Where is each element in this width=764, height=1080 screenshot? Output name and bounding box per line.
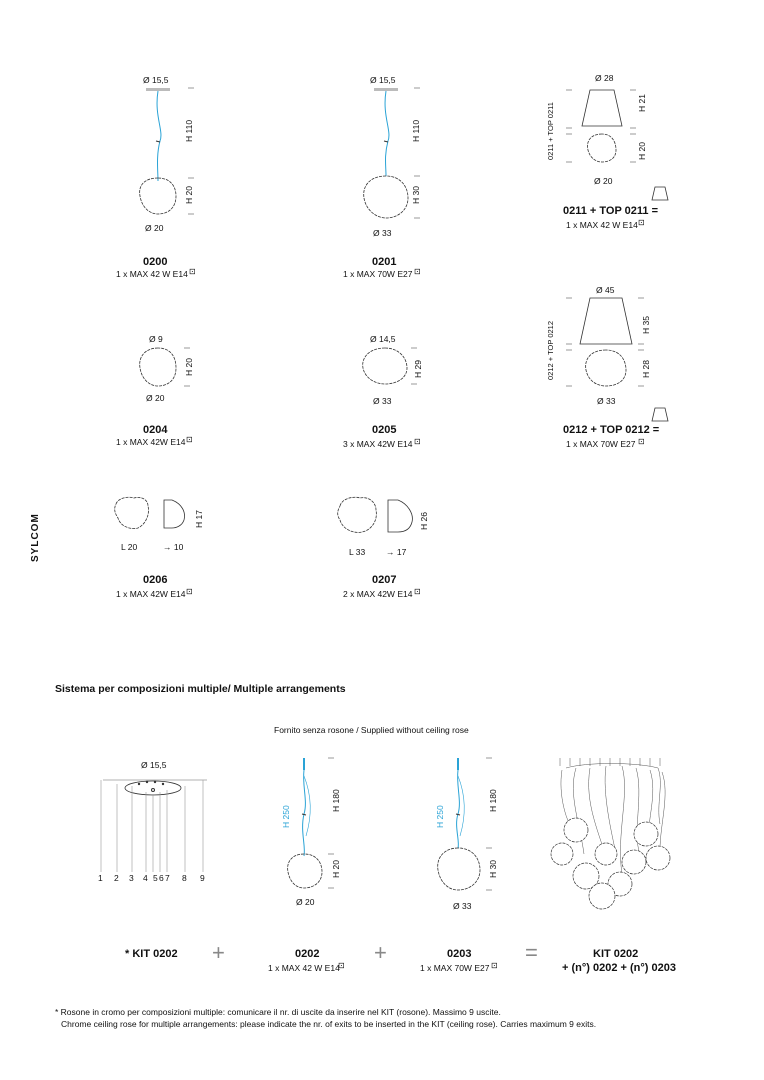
spec-0212: 1 x MAX 70W E27 (566, 439, 636, 449)
dim-dia-0205: Ø 33 (373, 396, 392, 406)
dim-top-0204: Ø 9 (149, 334, 163, 344)
exit-number: 4 (143, 873, 148, 883)
class-icon: ⊡ (338, 961, 345, 970)
dim-dia-0204: Ø 20 (146, 393, 165, 403)
class-icon: ⊡ (189, 267, 196, 276)
class-icon: ⊡ (638, 218, 645, 227)
exit-number: 9 (200, 873, 205, 883)
code-0206: 0206 (143, 574, 168, 586)
dim-h1-0206: H 17 (194, 510, 204, 528)
top-shade-icon (651, 407, 671, 425)
class-icon: ⊡ (638, 437, 645, 446)
section-title: Sistema per composizioni multiple/ Multiple arrangements (55, 683, 346, 695)
item-0202-code: 0202 (295, 948, 320, 960)
kit-0202-h1: H 180 (331, 789, 341, 812)
side-label-0211: 0211 + TOP 0211 (546, 102, 555, 160)
item-0203-code: 0203 (447, 948, 472, 960)
dim-h1-0212: H 35 (641, 316, 651, 334)
exit-number: 3 (129, 873, 134, 883)
footnote-line1: * Rosone in cromo per composizioni multiple: comunicare il nr. di uscite da inserire nel KIT (rosone). Massimo 9 uscite. (55, 1007, 501, 1017)
dim-h2-0212: H 28 (641, 360, 651, 378)
spec-0207: 2 x MAX 42W E14 (343, 589, 413, 599)
class-icon: ⊡ (414, 267, 421, 276)
exit-number: 6 (159, 873, 164, 883)
rose-drawing (95, 772, 215, 882)
exit-number: 8 (182, 873, 187, 883)
exit-number: 7 (165, 873, 170, 883)
footnote-line2: Chrome ceiling rose for multiple arrangements: please indicate the nr. of exits to be inserted in the KIT (ceiling rose). Carries maximum 9 exits. (61, 1019, 597, 1029)
item-0203-spec: 1 x MAX 70W E27 (420, 963, 490, 973)
dim-h2-0200: H 20 (184, 186, 194, 204)
dim-h1-0204: H 20 (184, 358, 194, 376)
drawing-0201 (348, 86, 438, 226)
dim-dia-0201: Ø 33 (373, 228, 392, 238)
plus-sign: + (212, 940, 225, 965)
kit-0203-h-blue: H 250 (435, 805, 445, 828)
dim-dia-0212: Ø 33 (597, 396, 616, 406)
kit-0202-h-blue: H 250 (281, 805, 291, 828)
result-line1: KIT 0202 (593, 948, 639, 960)
dim-h1-0211: H 21 (637, 94, 647, 112)
class-icon: ⊡ (414, 587, 421, 596)
dim-depth-0207: → 17 (386, 547, 407, 557)
class-icon: ⊡ (491, 961, 498, 970)
result-line2: + (n°) 0202 + (n°) 0203 (562, 962, 676, 974)
rose-dia: Ø 15,5 (141, 760, 167, 770)
plus-sign: + (374, 940, 387, 965)
dim-h1-0200: H 110 (184, 119, 194, 142)
exit-number: 1 (98, 873, 103, 883)
kit-0203-dia: Ø 33 (453, 901, 472, 911)
kit-0203-h2: H 30 (488, 860, 498, 878)
code-0212: 0212 + TOP 0212 = (563, 424, 660, 436)
dim-h1-0205: H 29 (413, 360, 423, 378)
spec-0200: 1 x MAX 42 W E14 (116, 269, 188, 279)
item-0202-spec: 1 x MAX 42 W E14 (268, 963, 340, 973)
code-0211: 0211 + TOP 0211 = (563, 205, 659, 217)
dim-l-0207: L 33 (349, 547, 366, 557)
spec-0204: 1 x MAX 42W E14 (116, 437, 186, 447)
dim-l-0206: L 20 (121, 542, 138, 552)
brand-label: SYLCOM (30, 513, 41, 562)
class-icon: ⊡ (186, 587, 193, 596)
code-0201: 0201 (372, 256, 397, 268)
exit-number: 5 (153, 873, 158, 883)
spec-0205: 3 x MAX 42W E14 (343, 439, 413, 449)
class-icon: ⊡ (414, 437, 421, 446)
spec-0201: 1 x MAX 70W E27 (343, 269, 413, 279)
dim-top-0212: Ø 45 (596, 285, 615, 295)
exit-number: 2 (114, 873, 119, 883)
dim-dia-0200: Ø 20 (145, 223, 164, 233)
code-0200: 0200 (143, 256, 168, 268)
dim-h1-0207: H 26 (419, 512, 429, 530)
dim-h1-0201: H 110 (411, 119, 421, 142)
dim-h2-0201: H 30 (411, 186, 421, 204)
drawing-0207 (336, 496, 426, 540)
drawing-0200 (120, 86, 210, 226)
dim-top-0201: Ø 15,5 (370, 75, 396, 85)
code-0205: 0205 (372, 424, 397, 436)
spec-0211: 1 x MAX 42 W E14 (566, 220, 638, 230)
kit-0202-dia: Ø 20 (296, 897, 315, 907)
kit-0203-h1: H 180 (488, 789, 498, 812)
dim-top-0211: Ø 28 (595, 73, 614, 83)
drawing-0212 (560, 296, 660, 406)
dim-dia-0211: Ø 20 (594, 176, 613, 186)
spec-0206: 1 x MAX 42W E14 (116, 589, 186, 599)
section-subtitle: Fornito senza rosone / Supplied without ceiling rose (274, 725, 469, 735)
kit-0202-h2: H 20 (331, 860, 341, 878)
top-shade-icon (651, 186, 671, 204)
dim-depth-0206: → 10 (163, 542, 184, 552)
side-label-0212: 0212 + TOP 0212 (546, 320, 555, 380)
dim-h2-0211: H 20 (637, 142, 647, 160)
code-0207: 0207 (372, 574, 397, 586)
composition-cluster-drawing (546, 754, 686, 914)
code-0204: 0204 (143, 424, 168, 436)
equals-sign: = (525, 940, 538, 965)
class-icon: ⊡ (186, 435, 193, 444)
dim-top-0200: Ø 15,5 (143, 75, 169, 85)
drawing-0206 (112, 496, 202, 536)
kit-label: * KIT 0202 (125, 948, 178, 960)
dim-top-0205: Ø 14,5 (370, 334, 396, 344)
